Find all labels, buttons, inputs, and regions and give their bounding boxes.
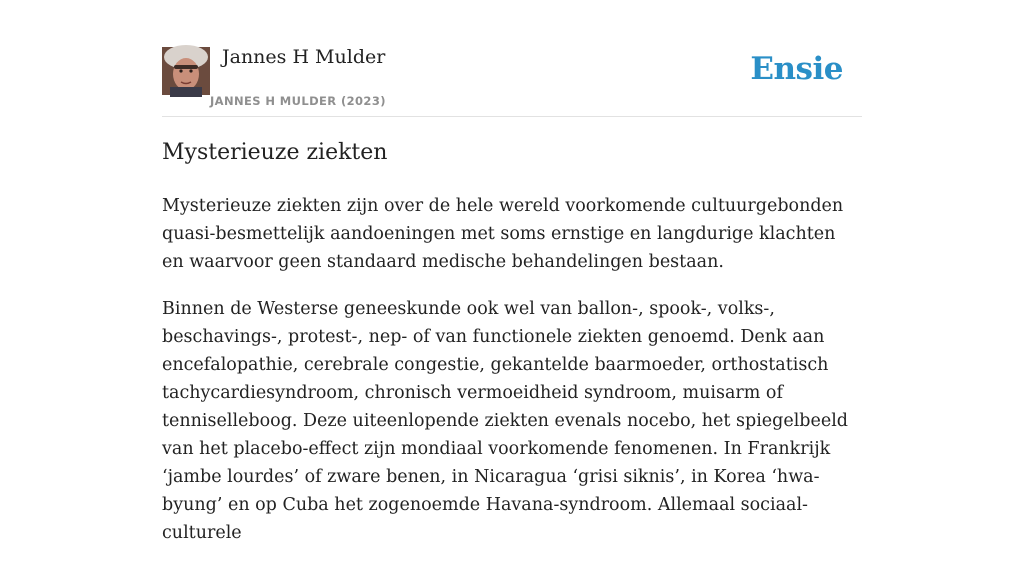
brand-logo[interactable]: Ensie: [750, 51, 843, 87]
article-paragraph: Binnen de Westerse geneeskunde ook wel van ballon-, spook-, volks-, beschavings-, protest-, nep- of van functionele ziekten genoemd. Denk aan encefalopathie, cerebrale congestie, gekantelde baarmoeder, orthostatisch tachycardiesyndroom, chronisch vermoeidheid syndroom, muisarm of tenniselleboog. Deze uiteenlopende ziekten evenals nocebo, het spiegelbeeld van het placebo-effect zijn mondiaal voorkomende fenomenen. In Frankrijk ‘jambe lourdes’ of zware benen, in Nicaragua ‘grisi siknis’, in Korea ‘hwa-byung’ en op Cuba het zogenoemde Havana-syndroom. Allemaal sociaal-culturele: [162, 299, 849, 543]
article-body: [162, 192, 862, 566]
avatar[interactable]: [162, 47, 210, 95]
author-name[interactable]: Jannes H Mulder: [222, 46, 386, 68]
avatar-image: [162, 47, 210, 95]
article-paragraph: Mysterieuze ziekten zijn over de hele wereld voorkomende cultuurgebonden quasi-besmettelijk aandoeningen met soms ernstige en langdurige klachten en waarvoor geen standaard medische behandelingen bestaan.: [162, 196, 844, 272]
article-card: [162, 0, 862, 543]
author-meta: JANNES H MULDER (2023): [210, 94, 386, 108]
article-header: [162, 0, 862, 117]
article-title: Mysterieuze ziekten: [162, 140, 388, 165]
